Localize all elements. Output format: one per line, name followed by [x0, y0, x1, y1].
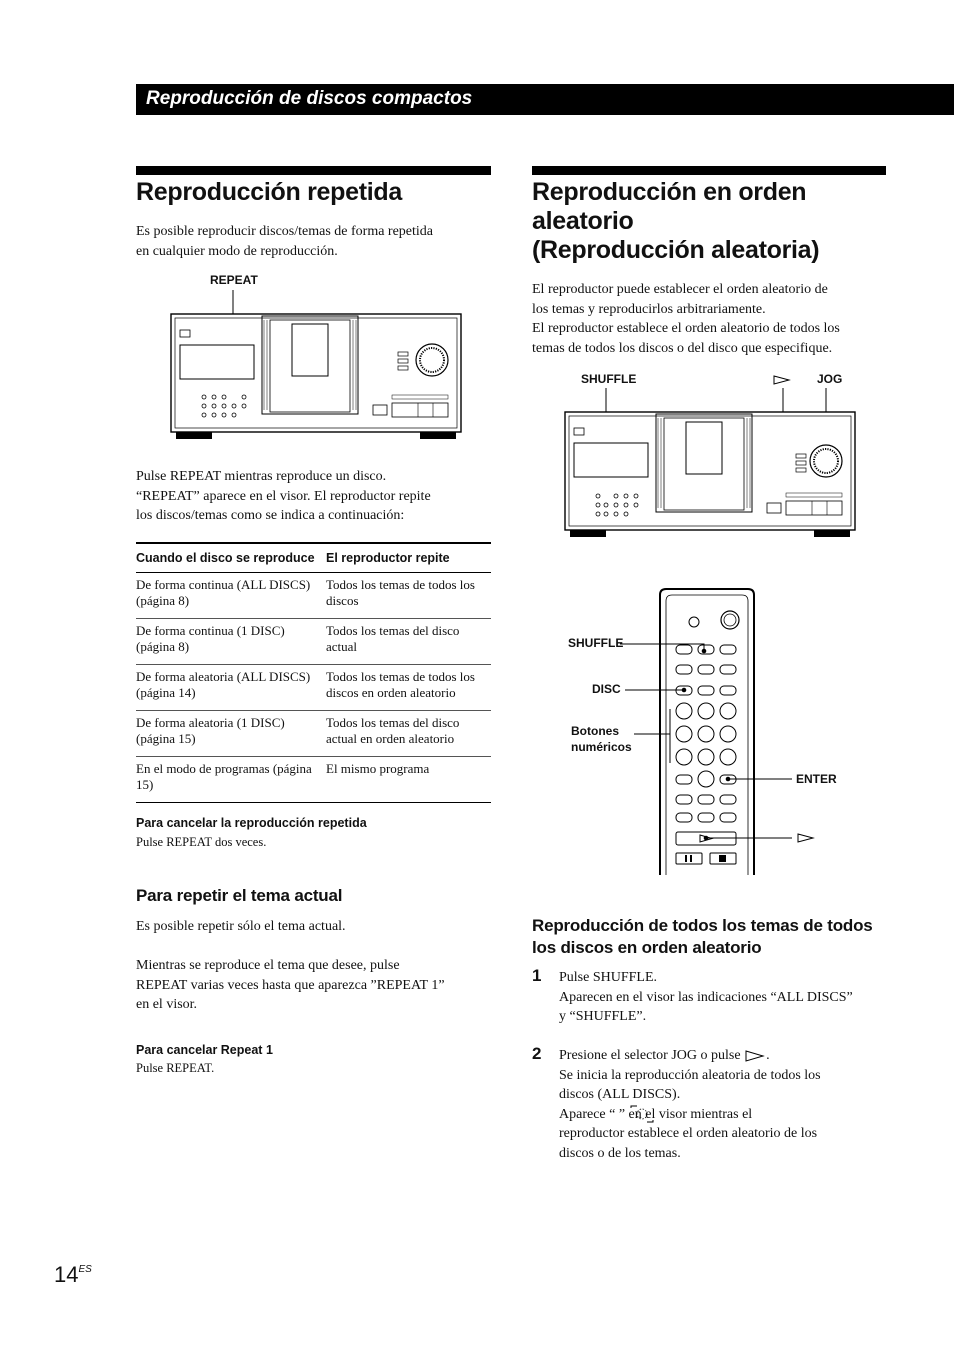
intro-paragraph	[136, 222, 496, 261]
cd-player-illustration	[166, 290, 466, 450]
text-line: El reproductor puede establecer el orden aleatorio de	[532, 282, 828, 297]
text-line: Es posible reproducir discos/temas de forma repetida	[136, 224, 434, 239]
table-cell: De forma aleatoria (1 DISC) (página 15)	[136, 711, 326, 757]
text-line: Se inicia la reproducción aleatoria de todos los	[559, 1067, 821, 1083]
table-cell: Todos los temas de todos los discos	[326, 573, 491, 619]
section-banner	[136, 84, 954, 115]
play-icon	[772, 374, 792, 386]
text-line: El reproductor establece el orden aleatorio de todos los	[532, 321, 840, 336]
table-header-row	[136, 543, 491, 573]
table-cell: Todos los temas del disco actual	[326, 619, 491, 665]
repeat-table	[136, 542, 491, 803]
table-cell: De forma aleatoria (ALL DISCS) (página 14)	[136, 665, 326, 711]
text-line: Mientras se reproduce el tema que desee, pulse	[136, 958, 400, 973]
play-icon	[744, 1050, 766, 1062]
repeat-label: REPEAT	[210, 273, 258, 287]
page-title-shuffle	[532, 178, 892, 265]
step-1-text	[559, 968, 899, 1027]
text-line: discos (ALL DISCS).	[559, 1087, 681, 1102]
text-line: Aparecen en el visor las indicaciones “ALL DISCS”	[559, 989, 853, 1005]
text-line: Presione el selector JOG o pulse .	[559, 1048, 770, 1063]
remote-control-illustration	[620, 585, 800, 875]
step-2-first-line: Presione el selector JOG o pulse	[559, 1048, 741, 1063]
shuffle-indicator-icon	[627, 1104, 657, 1124]
table-cell: De forma continua (ALL DISCS) (página 8)	[136, 573, 326, 619]
table-row	[136, 665, 491, 711]
step-2-text	[559, 1046, 899, 1163]
text-line: en cualquier modo de reproducción.	[136, 243, 338, 259]
title-rule	[532, 166, 886, 175]
page-number-value: 14	[54, 1262, 79, 1287]
text-line: REPEAT varias veces hasta que aparezca ”REPEAT 1”	[136, 977, 445, 993]
page-number	[54, 1262, 92, 1288]
table-cell: En el modo de programas (página 15)	[136, 757, 326, 803]
text-line: los discos/temas como se indica a continuación:	[136, 508, 405, 523]
remote-enter-label: ENTER	[796, 772, 837, 786]
cancel-repeat-text: Pulse REPEAT dos veces.	[136, 835, 267, 849]
title-line: aleatorio	[532, 207, 634, 235]
page-title-repeat: Reproducción repetida	[136, 178, 402, 206]
step-number-1: 1	[532, 966, 542, 985]
table-header: El reproductor repite	[326, 543, 491, 573]
table-row	[136, 757, 491, 803]
title-line: (Reproducción aleatoria)	[532, 236, 820, 264]
sub-paragraph-2	[136, 956, 496, 1015]
text-line: discos o de los temas.	[559, 1145, 681, 1161]
table-header: Cuando el disco se reproduce	[136, 543, 326, 573]
text-line: temas de todos los discos o del disco que especifique.	[532, 340, 833, 356]
text-line: los temas y reproducirlos arbitrariamente.	[532, 301, 766, 317]
table-cell: Todos los temas de todos los discos en orden aleatorio	[326, 665, 491, 711]
title-line: Reproducción en orden	[532, 178, 807, 206]
shuffle-label: SHUFFLE	[581, 372, 637, 386]
remote-shuffle-label: SHUFFLE	[568, 636, 624, 650]
table-row	[136, 573, 491, 619]
text-line: reproductor establece el orden aleatorio de los	[559, 1126, 818, 1141]
shuffle-intro	[532, 280, 892, 358]
cancel-repeat1-text: Pulse REPEAT.	[136, 1061, 215, 1075]
remote-numeric-label-2: numéricos	[571, 740, 632, 754]
sub-paragraph-1: Es posible repetir sólo el tema actual.	[136, 919, 346, 934]
remote-disc-label: DISC	[592, 682, 621, 696]
section-title: Reproducción de discos compactos	[146, 88, 473, 109]
text-line: “REPEAT” aparece en el visor. El reproductor repite	[136, 488, 431, 504]
page-language-code: ES	[78, 1264, 92, 1275]
text-line: Aparece “ ” en el visor mientras el	[559, 1106, 753, 1122]
body-paragraph	[136, 467, 496, 526]
cd-player-illustration-right	[560, 388, 860, 542]
table-row	[136, 711, 491, 757]
text-line: y “SHUFFLE”.	[559, 1009, 647, 1024]
title-line: los discos en orden aleatorio	[532, 938, 762, 957]
table-cell: Todos los temas del disco actual en orden aleatorio	[326, 711, 491, 757]
table-cell: De forma continua (1 DISC) (página 8)	[136, 619, 326, 665]
remote-numeric-label-1: Botones	[571, 724, 619, 738]
cancel-repeat-heading: Para cancelar la reproducción repetida	[136, 816, 367, 830]
text-line: en el visor.	[136, 997, 198, 1012]
subheading-repeat-current: Para repetir el tema actual	[136, 886, 343, 905]
text-line: Pulse SHUFFLE.	[559, 970, 658, 985]
title-line: Reproducción de todos los temas de todos	[532, 916, 873, 935]
step-number-2: 2	[532, 1044, 542, 1063]
repeat-table-wrap	[136, 542, 491, 803]
table-row	[136, 619, 491, 665]
text-line: Pulse REPEAT mientras reproduce un disco.	[136, 469, 387, 484]
jog-label: JOG	[817, 372, 843, 386]
cancel-repeat1-heading: Para cancelar Repeat 1	[136, 1043, 273, 1057]
table-cell: El mismo programa	[326, 757, 491, 803]
title-rule	[136, 166, 491, 175]
subheading-shuffle-all	[532, 915, 902, 959]
